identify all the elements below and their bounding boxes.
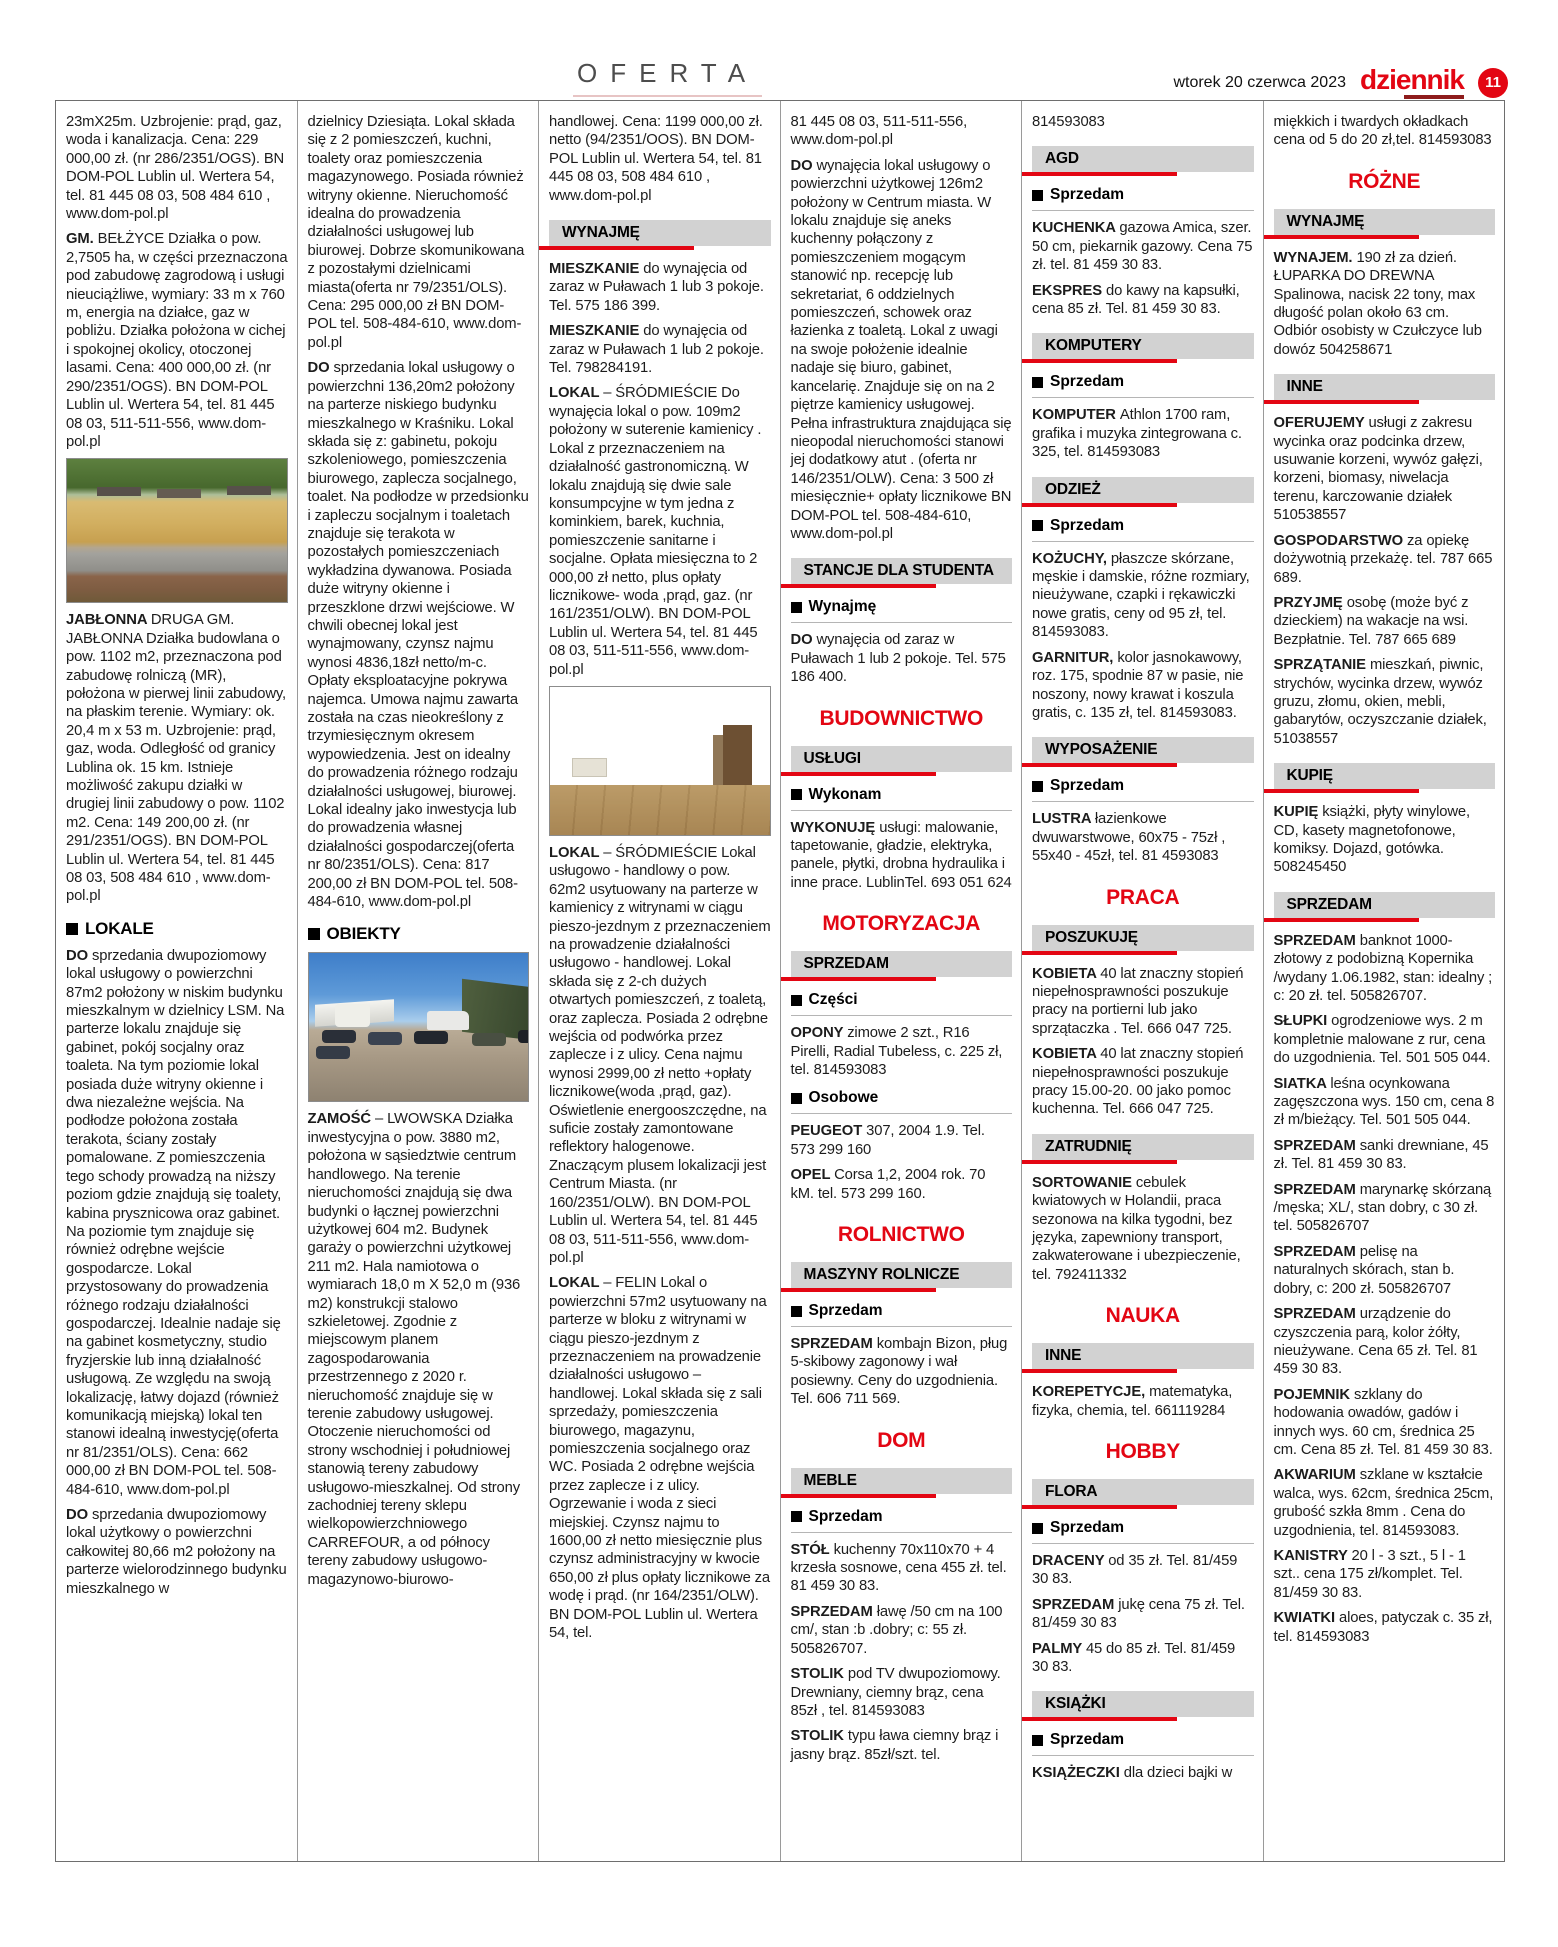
category-bar-label: SPRZEDAM <box>803 955 889 973</box>
ad-lead-word: PRZYJMĘ <box>1273 594 1347 611</box>
ad-lead-word: KOŻUCHY, <box>1032 550 1111 567</box>
page-number-badge: 11 <box>1478 68 1508 98</box>
section-header-obiekty <box>308 924 530 944</box>
classified-ad <box>1274 414 1496 524</box>
ad-text: do kawy na kapsułki, cena 85 zł. Tel. 81 459 30 83. <box>1032 282 1240 318</box>
ad-text: 814593083 <box>1032 114 1105 130</box>
ad-text: 307, 2004 1.9. Tel. 573 299 160 <box>790 1123 985 1158</box>
column-5 <box>1022 101 1264 1861</box>
black-square-icon <box>791 995 802 1006</box>
category-bar-label: INNE <box>1045 1347 1082 1365</box>
classified-ad <box>1274 1305 1496 1379</box>
category-bar-label: WYNAJMĘ <box>1286 212 1365 230</box>
ad-text: pod TV dwupoziomowy. Drewniany, ciemny brąz, cena 85zł , tel. 814593083 <box>790 1666 1001 1719</box>
category-bar-meble <box>791 1468 1013 1494</box>
ad-lead-word: OPEL <box>790 1167 835 1184</box>
subsection-label: Wykonam <box>808 785 882 803</box>
subsection-header <box>1032 777 1254 802</box>
ad-lead-word: KWIATKI <box>1273 1610 1339 1627</box>
classified-ad <box>791 1166 1013 1203</box>
category-bar-label: ZATRUDNIĘ <box>1045 1137 1132 1155</box>
black-square-icon <box>791 1093 802 1104</box>
category-bar-label: MASZYNY ROLNICZE <box>803 1266 960 1284</box>
classified-ad <box>791 157 1013 544</box>
ad-text: osobę (może być z dzieckiem) na wakacje na wsi. Bezpłatnie. Tel. 787 665 689 <box>1273 594 1469 648</box>
ad-text: dla dzieci bajki w <box>1123 1765 1233 1782</box>
column-1 <box>56 101 298 1861</box>
classified-ad <box>1274 932 1496 1006</box>
classified-ad <box>1274 1137 1496 1174</box>
classified-ad <box>791 1541 1013 1596</box>
classified-ad <box>66 947 288 1499</box>
ad-text: sprzedania dwupoziomowy lokal usługowy o powierzchni 87m2 położony w niskim budynku mieszkalnym w dzielnicy LSM. Na parterze lokalu znajduje się gabinet, pokój socjalny oraz toaleta. Na tym poziomie lokal posiada duże witryny okienne i dwa niezależne wejścia. Na podłodze położona została terakota, ściany zostały pomalowane. Z pomieszczenia tego schody prowadzą na niższy poziom gdzie znajdują się toalety, kabina prysznicowa oraz gabinet. Na poziomie tym znajduje się również odrębne wejście gospodarcze. Lokal przystosowany do prowadzenia różnego rodzaju działalności gospodarczej. Idealnie nadaje się na gabinet kosmetyczny, studio fryzjerskie lub inną działalność usługową. Ze względu na swoją lokalizację, łatwy dojazd (również komunikacją miejską) lokal ten stanowi idealną inwestycję(oferta nr 81/2351/OLS). Cena: 662 000,00 zł BN DOM-POL tel. 508-484-610, www.dom-pol.pl <box>66 947 285 1498</box>
classified-ad <box>791 1665 1013 1720</box>
ad-text: 20 l - 3 szt., 5 l - 1 szt.. cena 175 zł/komplet. Tel. 81/459 30 83. <box>1273 1547 1466 1601</box>
column-4 <box>781 101 1023 1861</box>
classified-ad <box>1274 1609 1496 1646</box>
rubric-header-hobby: HOBBY <box>1105 1440 1180 1464</box>
ad-text: mieszkań, piwnic, strychów, wycinka drzew, wywóz gruzu, złomu, okien, mebli, gabarytów, oczyszczanie działek, 51038557 <box>1273 657 1487 747</box>
ad-lead-word: SPRZEDAM <box>1032 1596 1119 1613</box>
black-square-icon <box>1032 1523 1043 1534</box>
classified-ad <box>1032 550 1254 642</box>
classified-ad <box>1274 1012 1496 1067</box>
ad-text: wynajęcia lokal usługowy o powierzchni użytkowej 126m2 położony w Centrum miasta. W lokalu znajduje się aneks kuchenny połączony z pomieszczeniem mogącym stanowić np. recepcję lub sekretariat, 6 oddzielnych pomieszczeń, schowek oraz łazienka z toaletą. Lokal z uwagi na swoje położenie idealnie nadaje się biuro, gabinet, kancelarię. Znajduje się on na 2 piętrze kamienicy usługowej. Pełna infrastruktura znajdująca się nieopodal nieruchomości stanowi jej dodatkowy atut . (oferta nr 146/2351/OLW). Cena: 3 500 zł miesięcznie+ opłaty licznikowe BN DOM-POL tel. 508-484-610, www.dom-pol.pl <box>790 157 1012 542</box>
ad-lead-word: GARNITUR, <box>1032 649 1118 666</box>
ad-text: gazowa Amica, szer. 50 cm, piekarnik gazowy. Cena 75 zł. tel. 81 459 30 83. <box>1032 220 1253 274</box>
ad-text: DRUGA GM. JABŁONNA Działka budowlana o pow. 1102 m2, przeznaczona pod zabudowę rolniczą (MR), położona w pierwej linii zabudowy, na płaskim terenie. Wymiary: ok. 20,4 m x 53 m. Uzbrojenie: prąd, gaz, woda. Odległość od granicy Lublina ok. 15 km. Istnieje możliwość zakupu działki w drugiej linii zabudowy o pow. 1102 m2. Cena: 149 200,00 zł. (nr 291/2351/OGS). BN DOM-POL Lublin ul. Wertera 54, tel. 81 445 08 03, 508 484 610 , www.dom-pol.pl <box>66 612 286 905</box>
subsection-header <box>791 991 1013 1016</box>
subsection-label: Sprzedam <box>1050 516 1125 534</box>
ad-text: za opiekę dożywotnią przekażę. tel. 787 665 689. <box>1273 532 1493 586</box>
ad-text: kombajn Bizon, pług 5-skibowy zagonowy i wał posiewny. Ceny do uzgodnienia. Tel. 606 711 569. <box>790 1336 1008 1408</box>
category-bar-label: ODZIEŻ <box>1045 480 1101 498</box>
section-header-lokale <box>66 919 288 939</box>
ad-text: ogrodzeniowe wys. 2 m kompletnie malowane z rur, cena do uzgodnienia. Tel. 501 505 044. <box>1273 1013 1491 1067</box>
ad-text: kuchenny 70x110x70 + 4 krzesła sosnowe, cena 455 zł. tel. 81 459 30 83. <box>790 1541 1007 1595</box>
ad-lead-word: PALMY <box>1032 1640 1086 1657</box>
ad-lead-word: LOKAL <box>549 385 604 402</box>
field-photo <box>66 458 288 603</box>
tent-shape <box>315 1000 394 1028</box>
classified-ad <box>1032 1174 1254 1284</box>
classified-ad <box>1032 1640 1254 1677</box>
classified-ad <box>549 322 771 377</box>
classified-ad <box>1274 1386 1496 1460</box>
ad-text: sanki drewniane, 45 zł. Tel. 81 459 30 83. <box>1273 1137 1489 1173</box>
ad-lead-word: AKWARIUM <box>1273 1467 1360 1484</box>
subsection-header <box>791 598 1013 623</box>
ad-lead-word: SŁUPKI <box>1273 1013 1332 1030</box>
classified-ad <box>1274 1181 1496 1236</box>
category-bar-label: KOMPUTERY <box>1045 337 1142 355</box>
category-bar-inne <box>1274 374 1496 400</box>
ad-text: typu ława ciemny brąz i jasny brąz. 85zł/szt. tel. <box>790 1728 999 1763</box>
interior-photo <box>549 686 771 836</box>
ad-lead-word: KUPIĘ <box>1273 804 1323 821</box>
ad-text: do wynajęcia od zaraz w Puławach 1 lub 2 pokoje. Tel. 798284191. <box>549 323 764 377</box>
classified-ad <box>66 230 288 451</box>
ad-lead-word: OPONY <box>790 1025 848 1042</box>
ad-lead-word: ZAMOŚĆ <box>307 1111 376 1128</box>
category-bar-maszyny-rolnicze <box>791 1262 1013 1288</box>
classified-ad <box>1274 803 1496 877</box>
classified-ad <box>66 611 288 906</box>
ad-lead-word: STOLIK <box>790 1728 848 1745</box>
category-bar-label: FLORA <box>1045 1483 1098 1501</box>
classified-ad <box>1032 810 1254 865</box>
subsection-label: Sprzedam <box>1050 373 1125 391</box>
ad-text: aloes, patyczak c. 35 zł, tel. 814593083 <box>1273 1610 1493 1645</box>
ad-text: – ŚRÓDMIEŚCIE Lokal usługowo - handlowy o pow. 62m2 usytuowany na parterze w kamienicy z witrynami w ciągu pieszo-jezdnym z przeznaczeniem na prowadzenie działalności usługowo - handlowej. Lokal składa się z 2-ch dużych otwartych pomieszczeń, z toaletą, oraz zaplecza. Posiada 2 odrębne wejścia od podwórka przez zaplecze i z ulicy. Cena najmu wynosi 2999,00 zł netto +opłaty licznikowe(woda ,prąd, gaz). Oświetlenie energooszczędne, na suficie zostały zamontowane reflektory halogenowe. Znaczącym plusem lokalizacji jest Centrum Miasta. (nr 160/2351/OLW). BN DOM-POL Lublin ul. Wertera 54, tel. 81 445 08 03, 511-511-556, www.dom-pol.pl <box>549 844 771 1266</box>
ad-text: – ŚRÓDMIEŚCIE Do wynajęcia lokal o pow. 109m2 położony w suterenie kamienicy . Lokal z przeznaczeniem na działalność gastronomiczną. W lokalu znajdują się dwie sale konsumpcyjne w tym jedna z kominkiem, barek, kuchnia, pomieszczenie sanitarne i socjalne. Opłata miesięczna to 2 000,00 zł netto, plus opłaty licznikowe- woda ,prąd, gaz. (nr 161/2351/OLW). BN DOM-POL Lublin ul. Wertera 54, tel. 81 445 08 03, 511-511-556, www.dom-pol.pl <box>549 385 762 678</box>
classified-ad <box>791 631 1013 686</box>
ad-lead-word: DO <box>307 360 334 377</box>
ad-text: 23mX25m. Uzbrojenie: prąd, gaz, woda i kanalizacja. Cena: 229 000,00 zł. (nr 286/2351/OGS). BN DOM-POL Lublin ul. Wertera 54, tel. 81 445 08 03, 508 484 610 , www.dom-pol.pl <box>66 114 285 223</box>
ad-text: Corsa 1,2, 2004 rok. 70 kM. tel. 573 299 160. <box>790 1167 986 1202</box>
category-bar-książki <box>1032 1691 1254 1717</box>
ad-lead-word: SPRZEDAM <box>790 1336 877 1353</box>
ad-text: 45 do 85 zł. Tel. 81/459 30 83. <box>1032 1640 1236 1676</box>
classified-ad <box>66 1506 288 1598</box>
ad-text: od 35 zł. Tel. 81/459 30 83. <box>1032 1553 1238 1588</box>
classified-ad <box>791 113 1013 150</box>
classified-ad <box>791 1024 1013 1079</box>
category-bar-sprzedam <box>791 951 1013 977</box>
subsection-label: Części <box>808 991 858 1009</box>
ad-text: leśna ocynkowana zagęszczona wys. 150 cm, cena 8 zł m/bieżący. Tel. 501 505 044. <box>1273 1075 1495 1129</box>
category-bar-odzież <box>1032 477 1254 503</box>
section-header-label: LOKALE <box>85 918 154 938</box>
newspaper-logo: dziennik <box>1360 66 1464 99</box>
category-bar-stancje-dla-studenta <box>791 558 1013 584</box>
issue-date: wtorek 20 czerwca 2023 <box>1173 73 1346 91</box>
radiator-shape <box>572 758 607 777</box>
classified-ad <box>549 113 771 205</box>
ad-lead-word: DRACENY <box>1032 1553 1109 1570</box>
rubric-header-różne: RÓŻNE <box>1348 169 1421 193</box>
category-bar-wynajmę <box>1274 209 1496 235</box>
ad-lead-word: KSIĄŻECZKI <box>1032 1765 1124 1782</box>
ad-text: – FELIN Lokal o powierzchni 57m2 usytuowany na parterze w bloku z witrynami w ciągu pieszo-jezdnym z przeznaczeniem na prowadzenie działalności usługowo – handlowej. Lokal składa się z sali sprzedaży, pomieszczenia biurowego, magazynu, pomieszczenia socjalnego oraz WC. Posiada 2 odrębne wejścia przez zaplecze i z ulicy. Ogrzewanie i woda z sieci miejskiej. Czynsz najmu to 1600,00 zł netto miesięcznie plus czynsz administracyjny w kwocie 650,00 zł plus opłaty licznikowe za wodę i prąd. (nr 164/2351/OLW). BN DOM-POL Lublin ul. Wertera 54, tel. <box>549 1275 770 1642</box>
rubric-header-praca: PRACA <box>1106 885 1180 909</box>
classifieds-frame <box>55 100 1505 1862</box>
category-bar-usługi <box>791 746 1013 772</box>
ad-text: Athlon 1700 ram, grafika i muzyka zintegrowana c. 325, tel. 814593083 <box>1032 407 1242 461</box>
ad-lead-word: SIATKA <box>1273 1075 1331 1092</box>
classified-ad <box>1032 1764 1254 1782</box>
subsection-header <box>1032 1731 1254 1756</box>
category-bar-label: USŁUGI <box>803 749 861 767</box>
classified-ad <box>791 1603 1013 1658</box>
column-2 <box>298 101 540 1861</box>
classified-ad <box>1274 1243 1496 1298</box>
ad-text: marynarkę skórzaną /męska; XL/, stan dobry, c 30 zł. tel. 505826707 <box>1273 1181 1492 1235</box>
subsection-label: Sprzedam <box>1050 1731 1125 1749</box>
ad-text: zimowe 2 szt., R16 Pirelli, Radial Tubeless, c. 225 zł, tel. 814593083 <box>790 1025 1003 1078</box>
ad-text: matematyka, fizyka, chemia, tel. 661119284 <box>1032 1384 1233 1419</box>
classified-ad <box>308 1110 530 1589</box>
ad-lead-word: KOMPUTER <box>1032 407 1120 424</box>
building-shape <box>462 979 529 1041</box>
subsection-header <box>1032 186 1254 211</box>
classified-ad <box>308 359 530 911</box>
black-square-icon <box>1032 1735 1043 1746</box>
ad-text: sprzedania dwupoziomowy lokal użytkowy o powierzchni całkowitej 80,66 m2 położony na parterze wielorodzinnego budynku mieszkalnego w <box>66 1507 287 1597</box>
ad-lead-word: SPRZĄTANIE <box>1273 657 1370 674</box>
ad-lead-word: MIESZKANIE <box>549 323 644 340</box>
classified-ad <box>1274 532 1496 587</box>
yard-photo <box>308 952 530 1102</box>
classified-ad <box>1274 656 1496 748</box>
classified-ad <box>1032 1552 1254 1589</box>
ad-lead-word: LOKAL <box>549 844 604 861</box>
rubric-header-dom: DOM <box>877 1428 926 1452</box>
black-square-icon <box>308 928 320 940</box>
ad-text: ławę /50 cm na 100 cm/, stan :b .dobry; c: 55 zł. 505826707. <box>790 1603 1003 1657</box>
category-bar-label: WYPOSAŻENIE <box>1045 741 1158 759</box>
ad-text: 40 lat znaczny stopień niepełnosprawności poszukuje pracy na portierni lub jako sprzątaczka . Tel. 666 047 725. <box>1032 965 1244 1037</box>
classified-ad <box>1032 113 1254 131</box>
ad-lead-word: DO <box>66 947 93 964</box>
category-bar-label: KSIĄŻKI <box>1045 1695 1106 1713</box>
ad-lead-word: LOKAL <box>549 1275 604 1292</box>
column-3 <box>539 101 781 1861</box>
ad-text: dzielnicy Dziesiąta. Lokal składa się z 2 pomieszczeń, kuchni, toalety oraz pomieszczenia magazynowego. Posiada również witryny okienne. Nieruchomość idealna do prowadzenia działalności usługowej lub biurowej. Dobrze skomunikowana z pozostałymi dzielnicami miasta(oferta nr 79/2351/OLS). Cena: 295 000,00 zł BN DOM-POL tel. 508-484-610, www.dom-pol.pl <box>307 114 525 351</box>
subsection-header <box>791 1089 1013 1114</box>
classified-ad <box>549 1274 771 1642</box>
ad-lead-word: KUCHENKA <box>1032 220 1120 237</box>
classified-ad <box>1274 594 1496 649</box>
black-square-icon <box>791 1511 802 1522</box>
ad-lead-word: DO <box>66 1507 93 1523</box>
category-bar-label: AGD <box>1045 150 1079 168</box>
ad-text: szklany do hodowania owadów, gadów i innych wys. 60 cm, średnica 25 cm. Cena 85 zł. Tel. 81 459 30 83. <box>1273 1386 1493 1458</box>
classified-ad <box>791 819 1013 893</box>
subsection-label: Osobowe <box>808 1089 879 1107</box>
ad-lead-word: KOREPETYCJE, <box>1032 1384 1150 1401</box>
ad-lead-word: GOSPODARSTWO <box>1273 532 1408 549</box>
subsection-label: Sprzedam <box>1050 186 1125 204</box>
ad-text: usługi: malowanie, tapetowanie, gładzie, elektryka, panele, płytki, drobna hydraulika i inne prace. LublinTel. 693 051 624 <box>790 819 1012 891</box>
classified-ad <box>791 1335 1013 1409</box>
page-title: OFERTA <box>573 58 762 97</box>
ad-lead-word: KOBIETA <box>1032 965 1101 982</box>
category-bar-poszukuję <box>1032 925 1254 951</box>
van-shape <box>427 1011 469 1030</box>
category-bar-flora <box>1032 1479 1254 1505</box>
classified-ad <box>1274 113 1496 150</box>
ad-lead-word: SPRZEDAM <box>1273 1181 1360 1198</box>
ad-text: szklane w kształcie walca, wys. 62cm, średnica 25cm, grubość szkła 8mm . Cena do uzgodnienia, tel. 814593083. <box>1273 1467 1494 1539</box>
black-square-icon <box>791 789 802 800</box>
category-bar-label: INNE <box>1286 378 1323 396</box>
ad-text: jukę cena 75 zł. Tel. 81/459 30 83 <box>1032 1596 1245 1632</box>
ad-text: handlowej. Cena: 1199 000,00 zł. netto (94/2351/OOS). BN DOM-POL Lublin ul. Wertera 54, tel. 81 445 08 03, 508 484 610 , www.dom-pol.pl <box>549 114 763 204</box>
black-square-icon <box>791 1306 802 1317</box>
ad-text: cebulek kwiatowych w Holandii, praca sezonowa na kilka tygodni, bez języka, zapewniony transport, zakwaterowane i ubezpieczenie, tel. 792411332 <box>1032 1174 1241 1283</box>
masthead <box>0 0 1558 100</box>
ad-text: – LWOWSKA Działka inwestycyjna o pow. 3880 m2, położona w sąsiedztwie centrum handlowego. Na terenie nieruchomości znajdują się dwa budynki o łącznej powierzchni użytkowej 604 m2. Budynek garaży o powierzchni użytkowej 211 m2. Hala namiotowa o wymiarach 18,0 m X 52,0 m (936 m2) konstrukcji stalowo szkieletowej. Zgodnie z miejscowym planem zagospodarowania przestrzennego z 2020 r. nieruchomość znajduje się w terenie zabudowy usługowej. Otoczenie nieruchomości od strony wschodniej i południowej stanowią tereny zabudowy usługowo-mieszkalnej. Od strony zachodniej tereny sklepu wielkopowierzchniowego CARREFOUR, a od północy tereny zabudowy usługowo-magazynowo-biurowo- <box>307 1111 521 1588</box>
ad-text: do wynajęcia od zaraz w Puławach 1 lub 3 pokoje. Tel. 575 186 399. <box>549 261 764 314</box>
classified-ad <box>66 113 288 223</box>
rubric-header-nauka: NAUKA <box>1105 1304 1180 1328</box>
ad-lead-word: SPRZEDAM <box>1273 1243 1360 1260</box>
ad-lead-word: SPRZEDAM <box>1273 1137 1360 1154</box>
category-bar-label: WYNAJMĘ <box>562 224 640 242</box>
ad-lead-word: JABŁONNA <box>66 612 151 629</box>
ad-text: BEŁŻYCE Działka o pow. 2,7505 ha, w części przeznaczona pod zabudowę zagrodową i usługi nieuciążliwe, wymiary: 33 m x 760 m, energia na działce, gaz w pobliżu. Działka położona w cichej i spokojnej okolicy, otoczonej lasami. Cena: 400 000,00 zł. (nr 290/2351/OGS). BN DOM-POL Lublin ul. Wertera 54, tel. 81 445 08 03, 511-511-556, www.dom-pol.pl <box>66 231 288 450</box>
category-bar-kupię <box>1274 763 1496 789</box>
ad-text: kolor jasnokawowy, roz. 175, spodnie 87 w pasie, nie noszony, nowy krawat i koszula gratis, c. 135 zł, tel. 814593083. <box>1032 649 1244 721</box>
subsection-label: Wynajmę <box>808 598 877 616</box>
subsection-header <box>791 1302 1013 1327</box>
category-bar-wyposażenie <box>1032 737 1254 763</box>
category-bar-label: MEBLE <box>803 1471 857 1489</box>
column-6 <box>1264 101 1505 1861</box>
subsection-header <box>791 1508 1013 1533</box>
ad-lead-word: SPRZEDAM <box>790 1603 877 1620</box>
ad-text: sprzedania lokal usługowy o powierzchni 136,20m2 położony na parterze niskiego budynku mieszkalnego w Kraśniku. Lokal składa się z: gabinetu, pokoju szkoleniowego, pomieszczenia biurowego, zaplecza socjalnego, toalet. Na podłodze w przedsionku i zapleczu socjalnym i toaletach znajduje się terakota w pozostałych pomieszczeniach wykładzina dywanowa. Posiada duże witryny okienne i przeszklone drzwi wejściowe. W chwili obecnej lokal jest wynajmowany, czynsz najmu wynosi 4836,18zł netto/m-c. Opłaty eksploatacyjne pokrywa najemca. Umowa najmu zawarta została na czas nieokreślony z trzymiesięcznym okresem wypowiedzenia. Jest on idealny do prowadzenia różnego rodzaju działalności usługowej, biurowej. Lokal idealny jako inwestycja lub do prowadzenia własnej działalności gospodarczej(oferta nr 80/2351/OLS). Cena: 817 200,00 zł BN DOM-POL tel. 508-484-610, www.dom-pol.pl <box>307 360 529 911</box>
ad-text: pelisę na naturalnych skórach, stan b. dobry, c: 200 zł. 505826707 <box>1273 1243 1455 1297</box>
subsection-header <box>1032 373 1254 398</box>
subsection-label: Sprzedam <box>1050 1519 1125 1537</box>
classified-ad <box>1032 965 1254 1039</box>
classified-ad <box>1032 1045 1254 1119</box>
subsection-label: Sprzedam <box>808 1507 883 1525</box>
category-bar-sprzedam <box>1274 892 1496 918</box>
category-bar-label: STANCJE DLA STUDENTA <box>803 562 994 580</box>
classified-ad <box>1274 1075 1496 1130</box>
classified-ad <box>549 260 771 315</box>
ad-lead-word: SPRZEDAM <box>1273 932 1360 949</box>
black-square-icon <box>1032 377 1043 388</box>
ad-text: 40 lat znaczny stopień niepełnosprawności poszukuje pracy 15.00-20. 00 jako pomoc kuchenna. Tel. 666 047 725. <box>1032 1046 1244 1118</box>
subsection-label: Sprzedam <box>1050 777 1125 795</box>
category-bar-agd <box>1032 146 1254 172</box>
ad-lead-word: DO <box>790 157 817 174</box>
ad-lead-word: STOLIK <box>790 1666 848 1683</box>
subsection-label: Sprzedam <box>808 1302 883 1320</box>
ad-lead-word: WYNAJEM. <box>1273 249 1357 266</box>
category-bar-komputery <box>1032 333 1254 359</box>
category-bar-label: SPRZEDAM <box>1286 895 1372 913</box>
ad-text: 190 zł za dzień. ŁUPARKA DO DREWNA Spalinowa, nacisk 22 tony, max długość polan około 63 cm. Odbiór osobisty w Czułczyce lub dowóz 504258671 <box>1273 249 1482 358</box>
ad-lead-word: OFERUJEMY <box>1273 415 1369 432</box>
black-square-icon <box>66 923 78 935</box>
ad-lead-word: DO <box>790 632 817 649</box>
black-square-icon <box>1032 190 1043 201</box>
ad-lead-word: GM. <box>66 231 98 248</box>
classified-ad <box>1032 406 1254 461</box>
rubric-header-motoryzacja: MOTORYZACJA <box>822 912 981 936</box>
ad-text: wynajęcia od zaraz w Puławach 1 lub 2 pokoje. Tel. 575 186 400. <box>790 632 1006 686</box>
classified-ad <box>549 844 771 1267</box>
rubric-header-rolnictwo: ROLNICTWO <box>837 1223 965 1247</box>
ad-text: książki, płyty winylowe, CD, kasety magnetofonowe, komiksy. Dojazd, gotówka. 508245450 <box>1273 804 1470 876</box>
classified-ad <box>791 1727 1013 1764</box>
ad-lead-word: PEUGEOT <box>790 1123 867 1140</box>
ad-lead-word: EKSPRES <box>1032 282 1107 299</box>
ad-text: urządzenie do czyszczenia parą, kolor żółty, nieużywane. Cena 65 zł. Tel. 81 459 30 83. <box>1273 1306 1478 1378</box>
black-square-icon <box>791 602 802 613</box>
category-bar-label: POSZUKUJĘ <box>1045 928 1138 946</box>
classified-ad <box>791 1122 1013 1159</box>
ad-lead-word: KOBIETA <box>1032 1046 1101 1063</box>
ad-text: banknot 1000-złotowy z podobizną Kopernika /wydany 1.06.1982, stan: idealny ; c: 20 zł. tel. 505826707. <box>1273 932 1493 1004</box>
masthead-right <box>1173 66 1508 99</box>
category-bar-wynajmę <box>549 220 771 246</box>
category-bar-inne <box>1032 1343 1254 1369</box>
ad-lead-word: WYKONUJĘ <box>790 819 880 836</box>
black-square-icon <box>1032 520 1043 531</box>
classified-ad <box>1274 1466 1496 1540</box>
ad-lead-word: SORTOWANIE <box>1032 1174 1136 1191</box>
category-bar-zatrudnię <box>1032 1134 1254 1160</box>
ad-text: płaszcze skórzane, męskie i damskie, różne rozmiary, nieużywane, czapki i rękawiczki nowe gratis, ceny od 95 zł, tel. 814593083. <box>1032 550 1250 641</box>
ad-lead-word: SPRZEDAM <box>1273 1306 1360 1323</box>
category-bar-label: KUPIĘ <box>1286 767 1333 785</box>
section-header-label: OBIEKTY <box>326 924 401 944</box>
ad-lead-word: MIESZKANIE <box>549 261 644 278</box>
subsection-header <box>1032 517 1254 542</box>
ad-text: łazienkowe dwuwarstwowe, 60x75 - 75zł , 55x40 - 45zł, tel. 81 4593083 <box>1032 811 1226 865</box>
ad-lead-word: STÓŁ <box>790 1541 834 1558</box>
ad-lead-word: LUSTRA <box>1032 811 1095 828</box>
classified-ad <box>549 384 771 679</box>
black-square-icon <box>1032 781 1043 792</box>
classified-ad <box>1274 249 1496 359</box>
classified-ad <box>1032 1596 1254 1633</box>
rubric-header-budownictwo: BUDOWNICTWO <box>819 706 983 730</box>
classified-ad <box>1032 1383 1254 1420</box>
subsection-header <box>791 786 1013 811</box>
ad-lead-word: KANISTRY <box>1273 1547 1352 1564</box>
subsection-header <box>1032 1519 1254 1544</box>
ad-text: usługi z zakresu wycinka oraz podcinka drzew, usuwanie korzeni, wywóz gałęzi, korzeni, biomasy, niwelacja terenu, karczowanie działek 510538557 <box>1273 415 1483 524</box>
classified-ad <box>1032 219 1254 274</box>
classified-ad <box>1274 1547 1496 1602</box>
ad-text: miękkich i twardych okładkach cena od 5 do 20 zł,tel. 814593083 <box>1273 114 1492 149</box>
ad-lead-word: POJEMNIK <box>1273 1386 1354 1403</box>
classified-ad <box>1032 649 1254 723</box>
ad-text: 81 445 08 03, 511-511-556, www.dom-pol.pl <box>790 114 968 149</box>
classified-ad <box>308 113 530 352</box>
classified-ad <box>1032 282 1254 319</box>
